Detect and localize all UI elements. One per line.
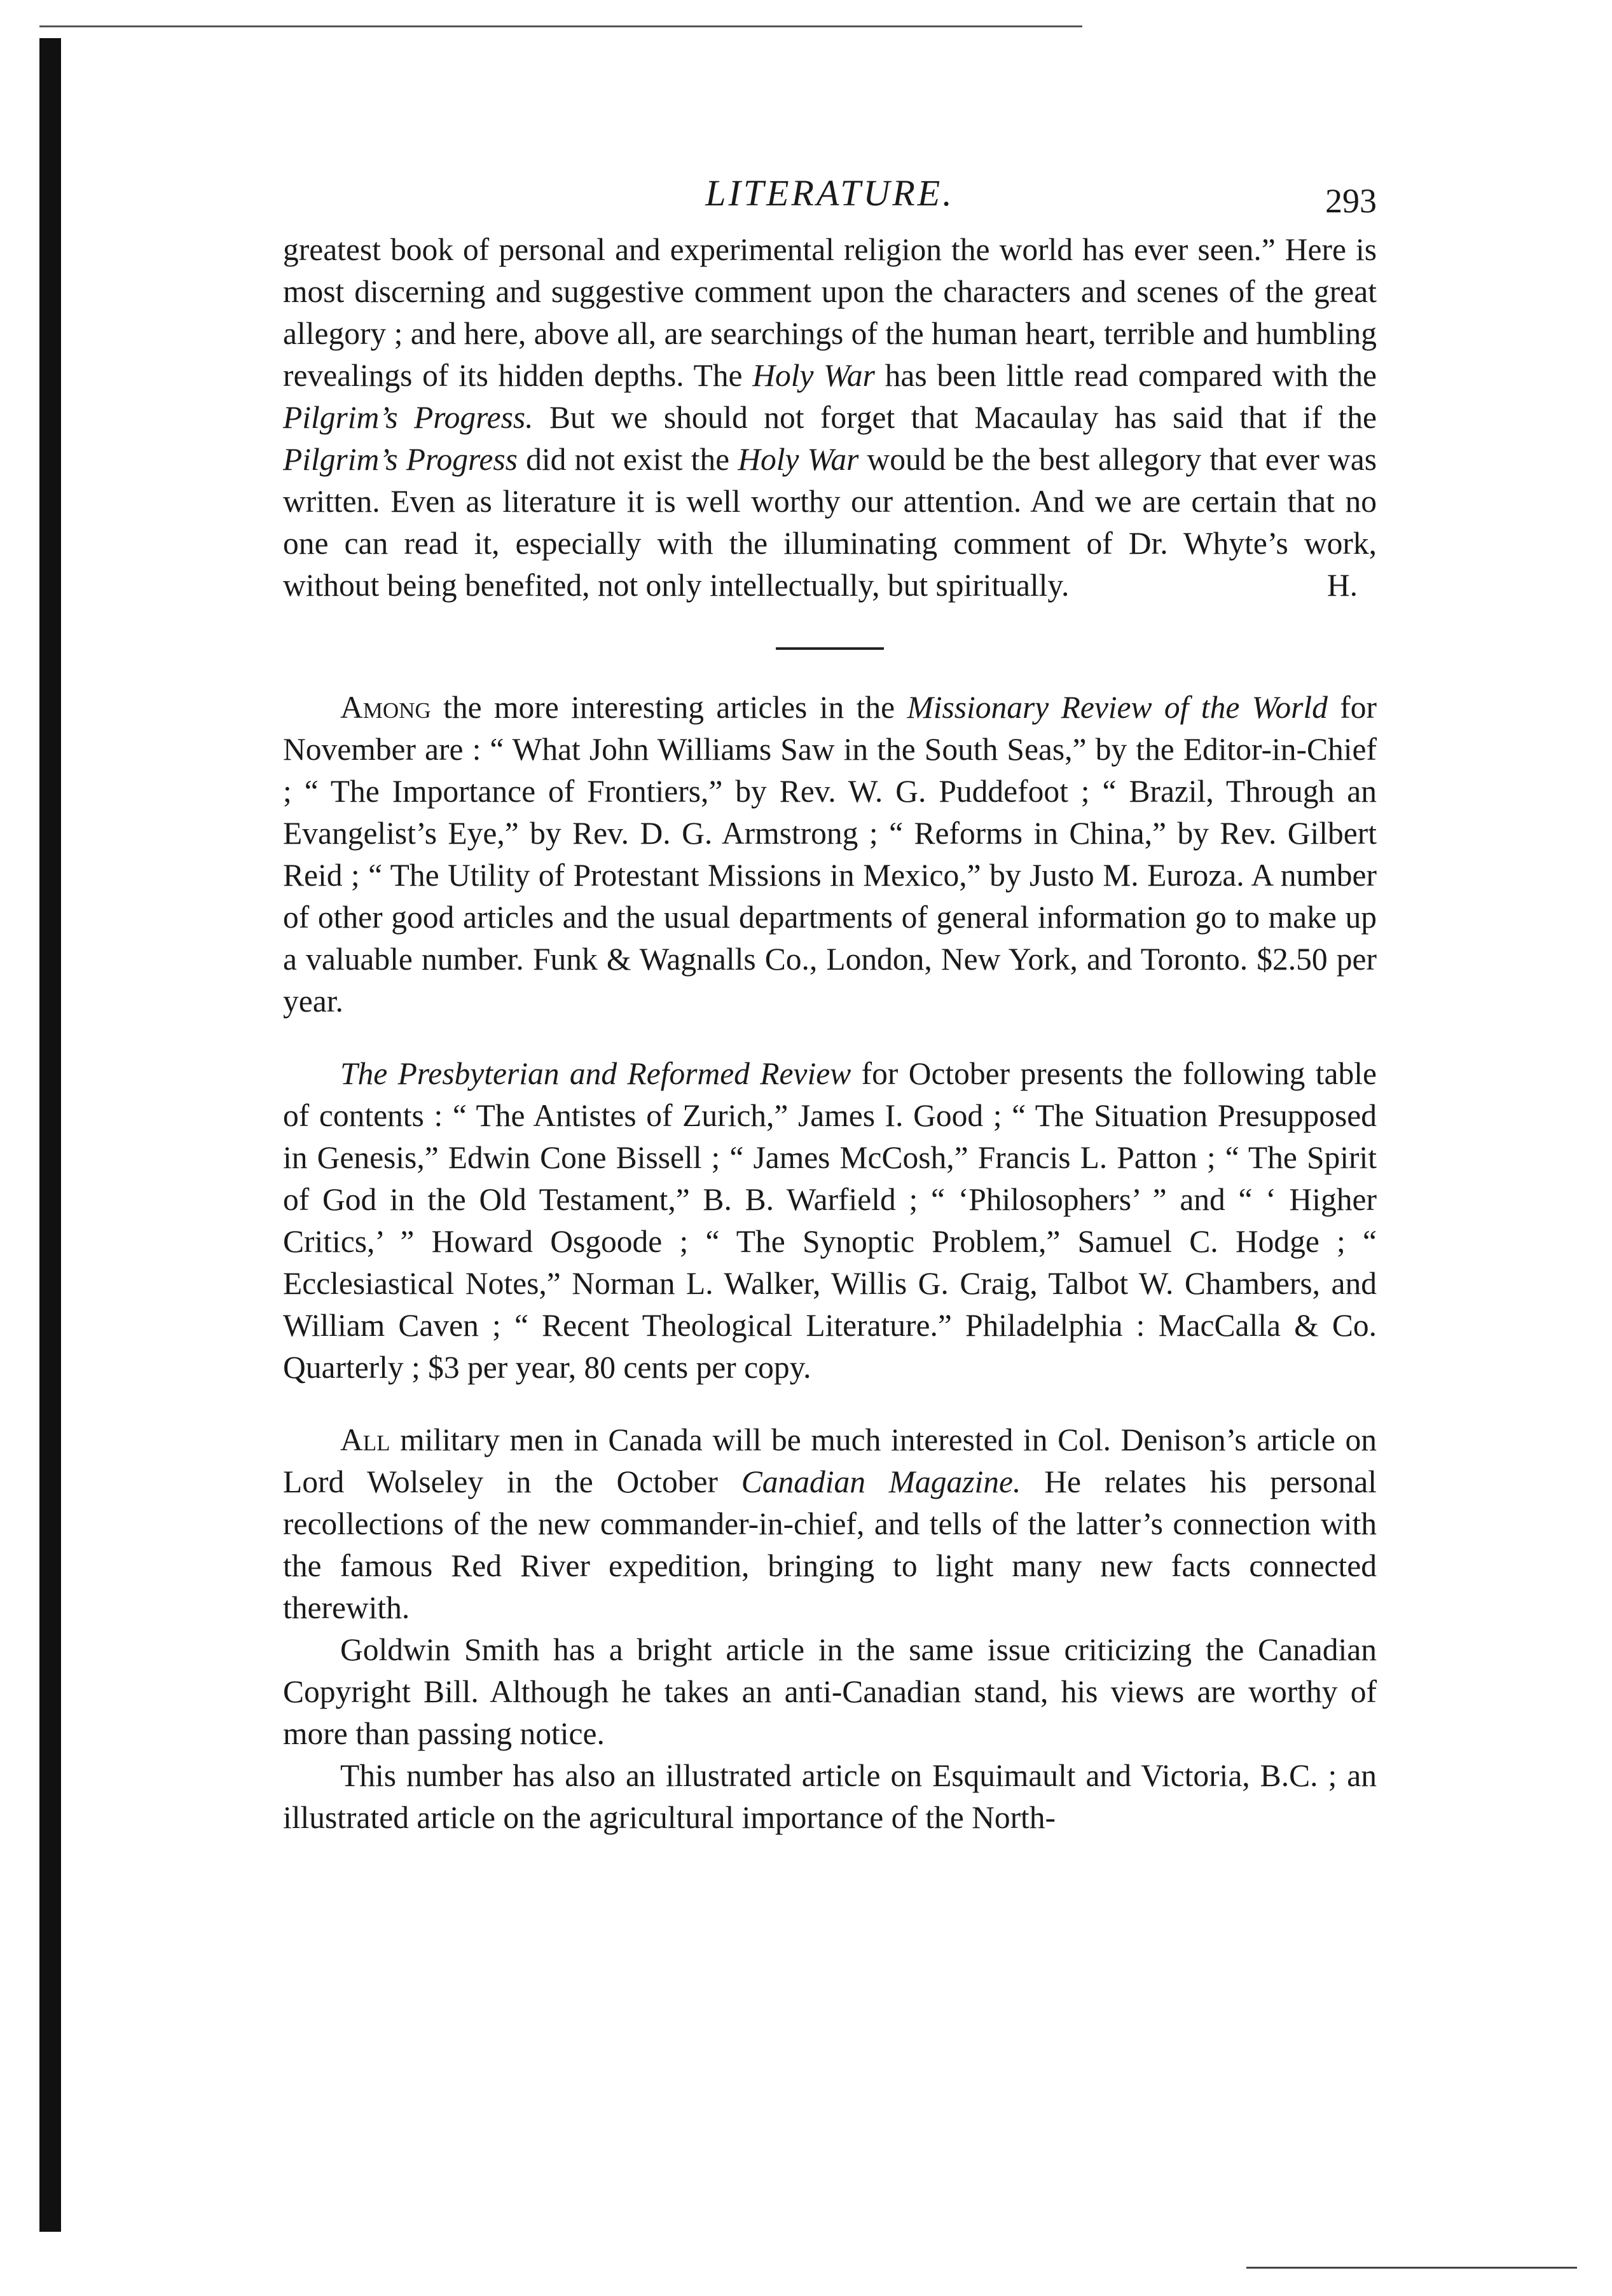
text-run: has been little read compared with the [874, 358, 1377, 393]
italic-title: The Presbyterian and Reformed Review [340, 1056, 851, 1091]
running-header [283, 153, 1377, 229]
scan-binding-edge [39, 38, 61, 2232]
paragraph-presbyterian-review [283, 1053, 1377, 1389]
page-number: 293 [1325, 182, 1377, 220]
paragraph-canadian-magazine [283, 1419, 1377, 1629]
page [283, 153, 1377, 1839]
paragraph-gap [283, 1389, 1377, 1419]
running-title: LITERATURE. [705, 172, 954, 214]
scan-bottom-edge [1246, 2267, 1577, 2269]
italic-title: Pilgrim’s Progress [283, 442, 518, 477]
text-run: military men in Canada will be much interested in Col. Denison’s article on Lord Wolseley in the October [283, 1422, 1377, 1499]
text-run: for November are : “ What John Williams Saw in the South Seas,” by the Editor-in-Chief ; “ The Importance of Frontiers,” by Rev. W. G. Puddefoot ; “ Brazil, Through an Evangelist’s Eye,” by Rev. D. G. Armstrong ; “ Reforms in China,” by Rev. Gilbert Reid ; “ The Utility of Protestant Missions in Mexico,” by Justo M. Euroza. A number of other good articles and the usual departments of general information go to make up a valuable number. Funk & Wagnalls Co., London, New York, and Toronto. $2.50 per year. [283, 690, 1377, 1019]
italic-title: Missionary Review of the World [907, 690, 1328, 725]
paragraph-gap [283, 1022, 1377, 1053]
scan-top-edge [39, 25, 1082, 27]
italic-title: Canadian Magazine. [741, 1464, 1021, 1499]
section-divider [776, 647, 884, 650]
lead-word: All [340, 1422, 390, 1457]
italic-title: Holy War [752, 358, 875, 393]
text-run: did not exist the [517, 442, 738, 477]
paragraph-missionary-review [283, 687, 1377, 1022]
italic-title: Pilgrim’s Progress. [283, 400, 534, 435]
text-run: greatest book of personal and experimental religion the world has ever seen.” Here is most discerning and suggestive comment upon the characters and scenes of the great allegory ; and here, above all, are searchings of the human heart, terrible and humbling revealings of its hidden depths. The [283, 232, 1377, 393]
paragraph-goldwin-smith: Goldwin Smith has a bright article in the same issue criticizing the Canadian Copyright Bill. Although he takes an anti-Canadian stand, his views are worthy of more than passing notice. [283, 1632, 1377, 1751]
lead-word: Among [340, 690, 431, 725]
italic-title: Holy War [738, 442, 859, 477]
signature: H. [1326, 568, 1358, 603]
text-run: He relates his personal recollections of the new commander-in-chief, and tells of the latter’s connection with the famous Red River expedition, bringing to light many new facts connected therewith. [283, 1464, 1377, 1625]
text-run: would be the best allegory that ever was written. Even as literature it is well worthy our attention. And we are certain that no one can read it, especially with the illuminating comment of Dr. Whyte’s work, without being benefited, not only intellectually, but spiritually. [283, 442, 1377, 603]
paragraph-esquimault: This number has also an illustrated article on Esquimault and Victoria, B.C. ; an illustrated article on the agricultural importance of the North- [283, 1758, 1377, 1835]
text-run: the more interesting articles in the [431, 690, 907, 725]
text-run: But we should not forget that Macaulay has said that if the [533, 400, 1377, 435]
text-run: for October presents the following table of contents : “ The Antistes of Zurich,” James I. Good ; “ The Situation Presupposed in Genesis,” Edwin Cone Bissell ; “ James McCosh,” Francis L. Patton ; “ The Spirit of God in the Old Testament,” B. B. Warfield ; “ ‘Philosophers’ ” and “ ‘ Higher Critics,’ ” Howard Osgoode ; “ The Synoptic Problem,” Samuel C. Hodge ; “ Ecclesiastical Notes,” Norman L. Walker, Willis G. Craig, Talbot W. Chambers, and William Caven ; “ Recent Theological Literature.” Philadelphia : MacCalla & Co. Quarterly ; $3 per year, 80 cents per copy. [283, 1056, 1377, 1385]
paragraph-holy-war-review [283, 229, 1377, 607]
